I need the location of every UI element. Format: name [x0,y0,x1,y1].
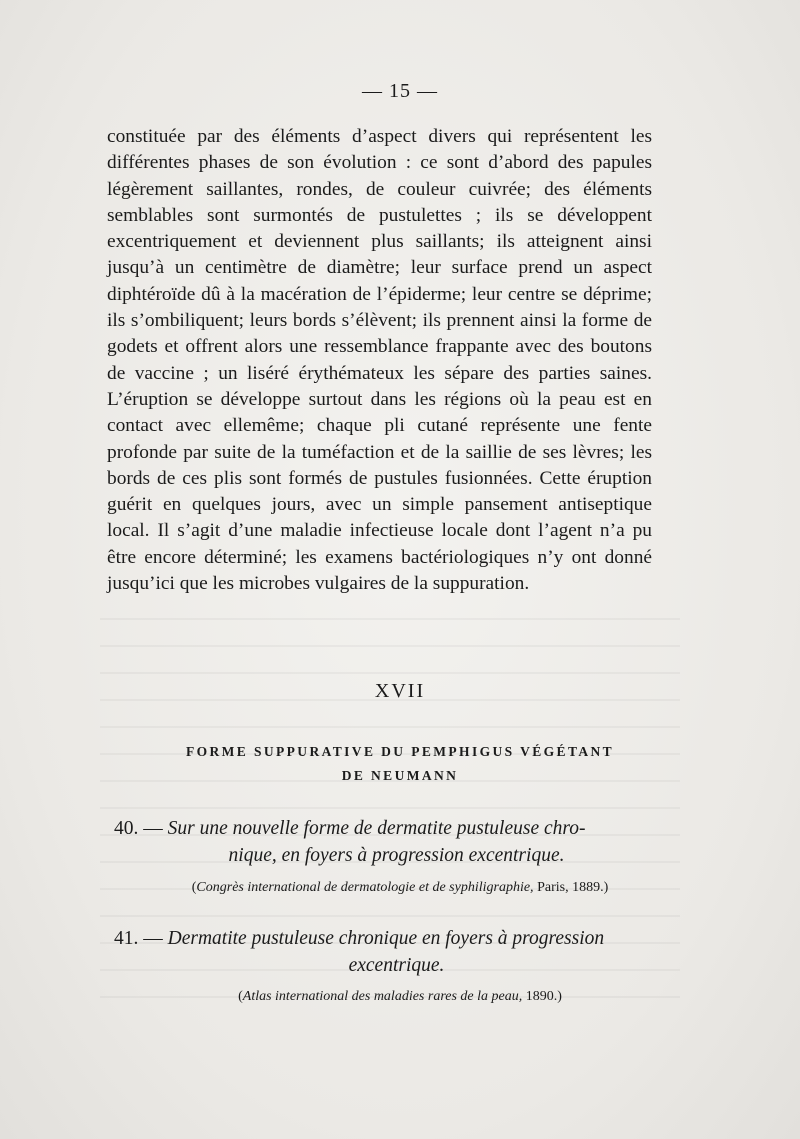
chapter-number: XVII [374,680,426,702]
entry-source [0,989,800,1005]
entry-source [0,880,800,896]
body-paragraph [107,124,652,597]
source-detail: Paris, 1889.) [537,880,609,895]
entry-title-line-2: nique, en foyers à progression excentrique. [228,845,565,866]
entry-title-line-1: Dermatite pustuleuse chronique en foyers à progression [167,928,605,949]
source-publication: Atlas international des maladies rares de la peau, [242,989,523,1004]
entry-title-line-1: Sur une nouvelle forme de dermatite pustuleuse chro- [167,818,586,839]
bibliography-entry [114,925,659,979]
source-open-paren: ( [191,880,197,895]
source-open-paren: ( [238,989,243,1004]
entry-number: 40. — [114,818,163,839]
page-number: — 15 — [362,80,438,102]
entry-number: 41. — [114,928,163,949]
chapter-title-line-2: DE NEUMANN [341,768,459,783]
bibliography-entry [114,815,659,869]
chapter-title-line-1: FORME SUPPURATIVE DU PEMPHIGUS VÉGÉTANT [185,744,615,759]
paragraph-text: constituée par des éléments d’aspect divers qui représentent les différentes phases de son évolution : ce sont d’abord des papules légèrement saillantes, rondes, de couleur cuivrée; des éléments semblables sont surmontés de pustulettes ; ils se développent excentriquement et deviennent plus saillants; ils atteignent ainsi jusqu’à un centimètre de diamètre; leur surface prend un aspect diphtéroïde dû à la macération de l’épiderme; leur centre se déprime; ils s’ombiliquent; leurs bords s’élèvent; ils prennent ainsi la forme de godets et offrent alors une ressemblance frappante avec des boutons de vaccine ; un liséré érythémateux les sépare des parties saines. L’éruption se développe surtout dans les régions où la peau est en contact avec ellemême; chaque pli cutané représente une fente profonde par suite de la tuméfaction et de la saillie de ses lèvres; les bords de ces plis sont formés de pustules fusionnées. Cette éruption guérit en quelques jours, avec un simple pansement antiseptique local. Il s’agit d’une maladie infectieuse locale dont l’agent n’a pu être encore déterminé; les examens bactériologiques n’y ont donné jusqu’ici que les microbes vulgaires de la suppuration. [107,126,652,595]
source-publication: Congrès international de dermatologie et de syphiligraphie, [196,880,534,895]
source-detail: 1890.) [525,989,562,1004]
entry-title-line-2: excentrique. [348,955,445,976]
